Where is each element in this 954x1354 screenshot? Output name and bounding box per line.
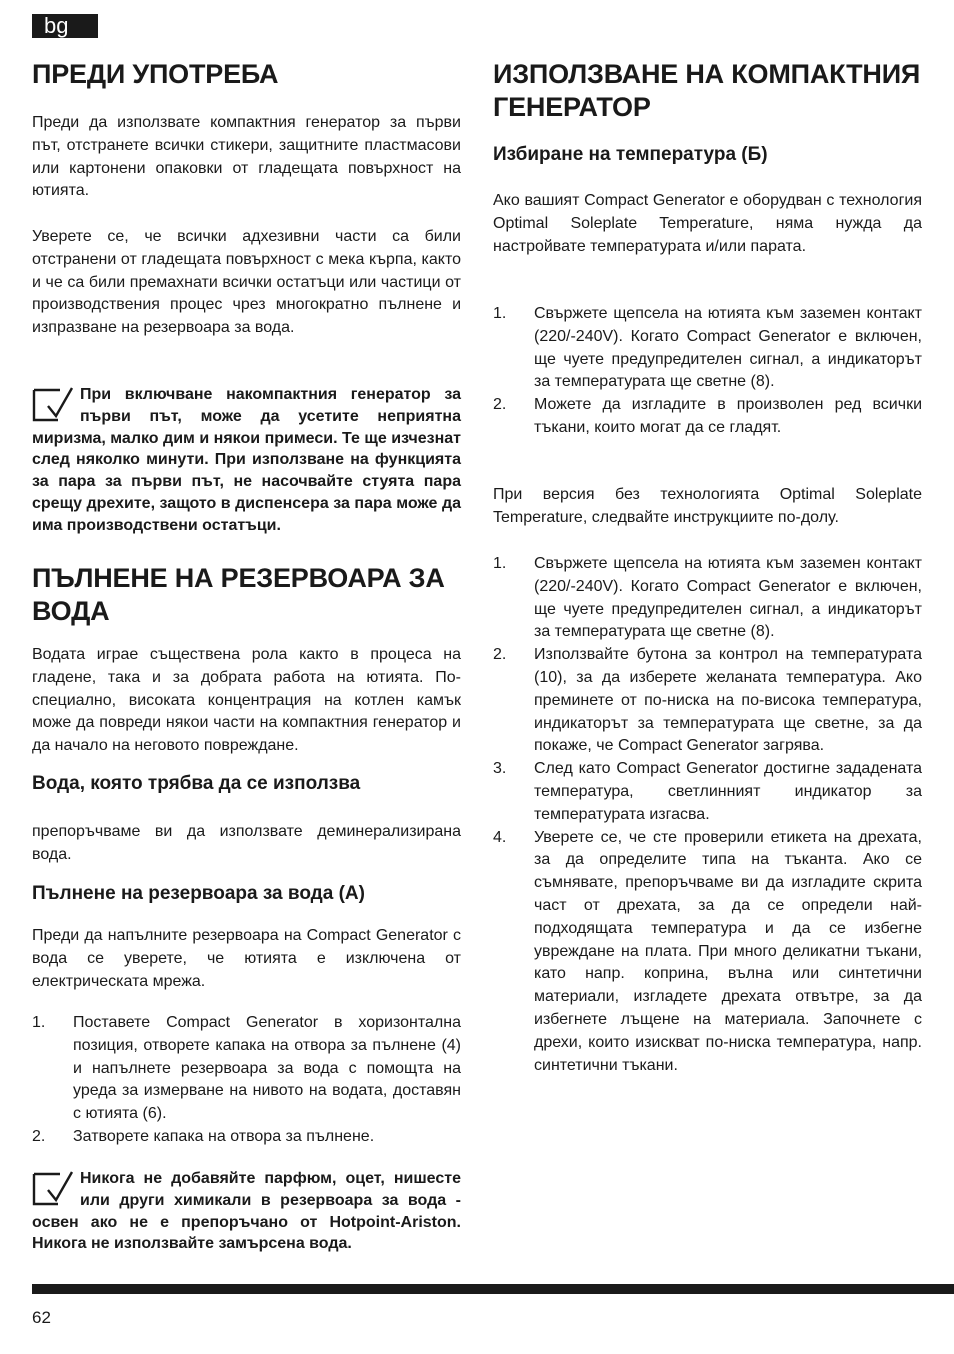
step-text: Поставете Compact Generator в хоризонтална позиция, отворете капака на отвора за пълнене (4) и напълнете резервоара за вода с помощта на уреда за измерване на нивото на водата, доставян с ютията (6). bbox=[73, 1014, 461, 1123]
water-to-use-heading: Вода, която трябва да се използва bbox=[32, 773, 361, 794]
ost-intro-text: Ако вашият Compact Generator е оборудван с технология Optimal Soleplate Temperature, няма нужда да настройвате температурата и/или парата. bbox=[493, 192, 922, 255]
filling-steps-list bbox=[32, 1012, 461, 1149]
step-number: 2. bbox=[493, 646, 507, 664]
filling-paragraph: Водата играе съществена рола както в процеса на гладене, така и за добрата работа на ютията. По-специално, високата концентрация на котлен камък може да повреди някои части на компактния генератор и да начало на неговото повреждане. bbox=[32, 646, 461, 755]
step-text: Затворете капака на отвора за пълнене. bbox=[73, 1127, 375, 1145]
step-text: Можете да изгладите в произволен ред всички тъкани, които могат да се гладят. bbox=[534, 396, 922, 436]
filling-title-line-2: ВОДА bbox=[32, 596, 110, 626]
step-number: 1. bbox=[32, 1014, 46, 1031]
water-to-use-text: препоръчваме ви да използвате деминерализирана вода. bbox=[32, 823, 461, 863]
step-number: 4. bbox=[493, 828, 507, 846]
using-generator-title-line-2: ГЕНЕРАТОР bbox=[493, 92, 651, 122]
list-item bbox=[493, 394, 922, 440]
step-number: 1. bbox=[493, 555, 507, 572]
step-text: Използвайте бутона за контрол на температурата (10), за да изберете желаната температура. Ако преминете от по-ниска на по-висока температура, индикаторът за температурата ще светне, за да покаже, че Compact Generator загрява. bbox=[534, 646, 922, 755]
list-item bbox=[493, 644, 922, 758]
list-item bbox=[493, 553, 922, 644]
step-number: 2. bbox=[32, 1127, 46, 1145]
before-use-title: ПРЕДИ УПОТРЕБА bbox=[32, 59, 279, 89]
list-item bbox=[32, 1126, 461, 1149]
list-item bbox=[493, 827, 922, 1078]
using-generator-title bbox=[493, 58, 922, 124]
checkbox-note-icon bbox=[32, 384, 78, 426]
list-item bbox=[32, 1012, 461, 1126]
chemicals-warning-text: Никога не добавяйте парфюм, оцет, нишесте или други химикали в резервоара за вода - освен ако не е препоръчано от Hotpoint-Ariston. Никога не използвайте замърсена вода. bbox=[32, 1170, 461, 1253]
ost-steps-list bbox=[493, 303, 922, 440]
step-number: 1. bbox=[493, 305, 507, 322]
checkbox-note-icon bbox=[32, 1168, 78, 1210]
chemicals-warning-note bbox=[32, 1168, 461, 1255]
filling-title-line-1: ПЪЛНЕНЕ НА РЕЗЕРВОАРА ЗА bbox=[32, 563, 445, 593]
non-ost-steps-list bbox=[493, 553, 922, 1077]
before-use-paragraph-1: Преди да използвате компактния генератор за първи път, отстранете всички стикери, защитните пластмасови или картонени опаковки от гладещата повърхност на ютията. bbox=[32, 114, 461, 200]
language-tag: bg bbox=[32, 14, 98, 38]
first-use-note-text: При включване накомпактния генератор за първи път, може да усетите неприятна миризма, малко дим и някои примеси. Те ще изчезнат след няколко минути. При използване на функцията за пара за първи път, не насочвайте стуята пара срещу дрехите, защото в диспенсера за пара може да има производствени остатъци. bbox=[32, 386, 461, 534]
footer-divider bbox=[32, 1284, 954, 1294]
non-ost-version-text: При версия без технологията Optimal Soleplate Temperature, следвайте инструкциите по-долу. bbox=[493, 486, 922, 526]
using-generator-title-line-1: ИЗПОЛЗВАНЕ НА КОМПАКТНИЯ bbox=[493, 59, 921, 89]
filling-tank-text: Преди да напълните резервоара на Compact Generator с вода се уверете, че ютията е изключена от електрическата мрежа. bbox=[32, 927, 461, 990]
filling-title bbox=[32, 562, 461, 628]
filling-tank-heading: Пълнене на резервоара за вода (A) bbox=[32, 883, 365, 904]
page-number: 62 bbox=[32, 1308, 51, 1327]
step-text: Свържете щепсела на ютията към заземен контакт (220/-240V). Когато Compact Generator е включен, ще чуете предупредителен сигнал, а индикаторът за температурата ще светне (8). bbox=[534, 555, 922, 641]
first-use-note bbox=[32, 384, 461, 537]
step-text: Свържете щепсела на ютията към заземен контакт (220/-240V). Когато Compact Generator е включен, ще чуете предупредителен сигнал, а индикаторът за температурата ще светне (8). bbox=[534, 305, 922, 391]
list-item bbox=[493, 303, 922, 394]
list-item bbox=[493, 758, 922, 826]
temperature-selection-heading: Избиране на температура (Б) bbox=[493, 144, 768, 165]
before-use-paragraph-2: Уверете се, че всички адхезивни части са били отстранени от гладещата повърхност с мека кърпа, както и че са били премахнати всички остатъци или частици от производствения процес чрез многократно пълнене и изпразване на резервоара за вода. bbox=[32, 228, 461, 337]
step-text: Уверете се, че сте проверили етикета на дрехата, за да определите типа на тъканта. Ако се съмнявате, препоръчваме ви да изгладите скрита част от дрехата, за да се определи най-подходящата температура и да се избегне увреждане на плата. При много деликатни тъкани, като напр. коприна, вълна или синтетични материали, изгладете дрехата отвътре, за да избегнете лъщене на материала. Започнете с дрехи, които изискват по-ниска температура, напр. синтетични тъкани. bbox=[534, 828, 922, 1074]
step-text: След като Compact Generator достигне зададената температура, светлинният индикатор за температурата изгасва. bbox=[534, 760, 922, 823]
step-number: 3. bbox=[493, 760, 507, 778]
step-number: 2. bbox=[493, 396, 507, 414]
